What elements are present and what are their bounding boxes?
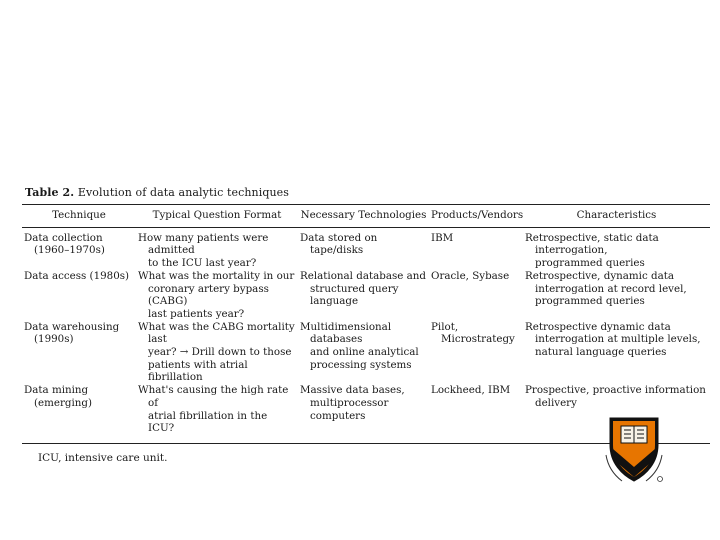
cell-vendors: Lockheed, IBM: [431, 384, 511, 397]
cell-question: How many patients were admitted to the ICU last year?: [138, 231, 269, 270]
cell-technologies: Massive data bases, multiprocessor computers: [300, 384, 405, 422]
cell-technologies: Data stored on tape/disks: [300, 231, 378, 257]
cell-question: What's causing the high rate of atrial fibrillation in the ICU?: [138, 384, 289, 435]
evolution-table: [22, 204, 710, 444]
column-header-technologies: Necessary Technologies: [300, 209, 427, 221]
cell-vendors: IBM: [431, 231, 454, 244]
table-caption-text: Evolution of data analytic techniques: [77, 186, 290, 199]
column-header-characteristics: Characteristics: [576, 209, 657, 221]
cell-technique: Data access (1980s): [24, 269, 130, 282]
cell-technologies: Relational database and structured query language: [300, 269, 426, 308]
table-caption-label: Table 2.: [25, 186, 75, 199]
cell-technique: Data collection (1960–1970s): [24, 231, 105, 257]
table-caption: [25, 186, 710, 200]
column-header-question: Typical Question Format: [152, 209, 282, 221]
cell-vendors: Oracle, Sybase: [431, 269, 510, 282]
table-row: [22, 270, 710, 321]
table-row: [22, 227, 710, 270]
cell-characteristics: Retrospective, static data interrogation, programmed queries: [525, 231, 659, 270]
cell-characteristics: Retrospective dynamic data interrogation at multiple levels, natural language queries: [525, 320, 701, 359]
cell-question: What was the CABG mortality last year? → Drill down to those patients with atrial fibrillation: [138, 320, 295, 384]
table-footnote: ICU, intensive care unit.: [38, 451, 168, 464]
column-header-technique: Technique: [52, 209, 106, 221]
cell-characteristics: Prospective, proactive information delivery: [525, 384, 706, 409]
column-header-vendors: Products/Vendors: [431, 209, 524, 221]
table-row: [22, 321, 710, 385]
registered-mark-icon: [658, 477, 663, 482]
cell-vendors: Pilot, Microstrategy: [431, 320, 515, 346]
cell-characteristics: Retrospective, dynamic data interrogation at record level, programmed queries: [525, 269, 687, 308]
cell-technique: Data mining (emerging): [24, 384, 93, 409]
cell-technique: Data warehousing (1990s): [24, 320, 120, 346]
cell-question: What was the mortality in our coronary artery bypass (CABG) last patients year?: [138, 269, 295, 320]
cell-technologies: Multidimensional databases and online analytical processing systems: [300, 320, 419, 371]
princeton-shield-logo: [604, 415, 664, 485]
table-header-row: [22, 205, 710, 228]
